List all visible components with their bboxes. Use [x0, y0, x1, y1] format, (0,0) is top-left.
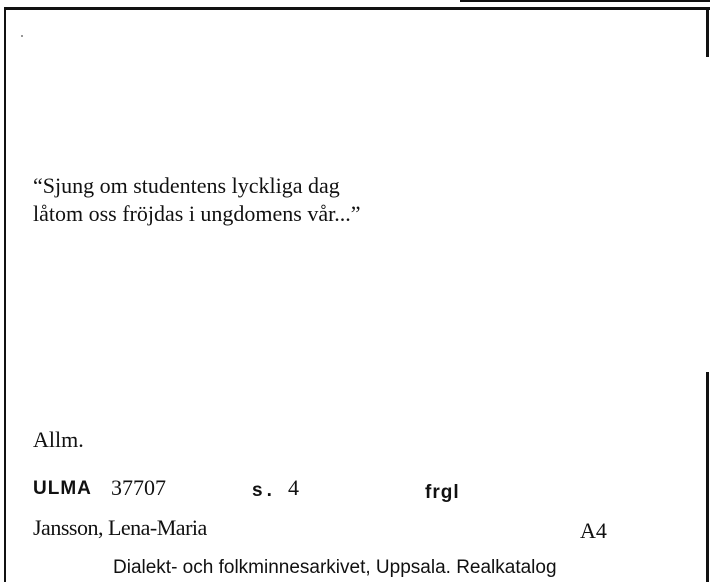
subject-code: frgl [425, 482, 460, 503]
archive-number: 37707 [111, 475, 166, 500]
quote-text [33, 172, 361, 228]
category-label: Allm. [33, 427, 84, 452]
author-name: Jansson, Lena-Maria [33, 515, 207, 540]
card-border-top [4, 7, 710, 10]
size-code: A4 [580, 518, 607, 543]
quote-line-2: låtom oss fröjdas i ungdomens vår...” [33, 201, 361, 226]
card-border-left [4, 7, 6, 582]
card-border-right-upper [706, 7, 709, 57]
card-edge-top-stub [460, 0, 710, 2]
page-number: 4 [288, 475, 299, 500]
card-border-right-lower [706, 372, 709, 582]
page-label: s. [252, 480, 276, 501]
quote-line-1: “Sjung om studentens lyckliga dag [33, 173, 340, 198]
archive-label: ULMA [33, 478, 92, 499]
scan-speck [21, 35, 23, 37]
card-footer: Dialekt- och folkminnesarkivet, Uppsala. Realkatalog [113, 557, 557, 578]
